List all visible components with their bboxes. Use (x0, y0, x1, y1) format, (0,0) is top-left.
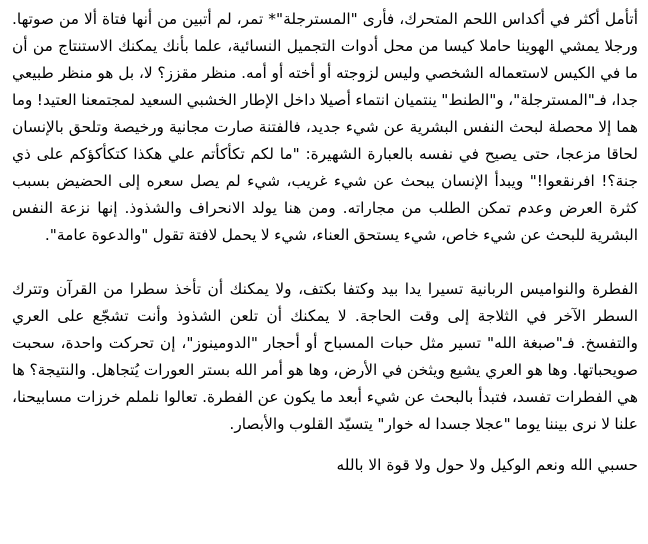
article-body (12, 6, 638, 479)
article-paragraph-2: الفطرة والنواميس الربانية تسيرا يدا بيد وكتفا بكتف، ولا يمكنك أن تأخذ سطرا من القرآن وتترك السطر الآخر في الثلاجة إلى وقت الحاجة. لا يمكنك أن تلعن الشذوذ وأنت تشجّع على العري والتفسخ. فـ"صبغة الله" تسير مثل حبات المسباح أو أحجار "الدومينوز"، إن تحركت واحدة، سحبت صويحباتها. وها هو العري يشيع ويثخن في الأرض، وها هو أمر الله بستر العورات يُتجاهل. والنتيجة؟ ها هي الفطرات تفسد، فتبدأ بالبحث عن شيء أبعد ما يكون عن الفطرة. تعالوا نلملم خرزات مسابيحنا، علنا لا نرى بيننا يوما "عجلا جسدا له خوار" يتسيّد القلوب والأبصار. (12, 280, 638, 433)
closing-line: حسبي الله ونعم الوكيل ولا حول ولا قوة الا بالله (336, 456, 638, 474)
paragraph-spacer (12, 249, 638, 276)
article-paragraph-1: أتأمل أكثر في أكداس اللحم المتحرك، فأرى "المسترجلة"* تمر، لم أتبين من أنها فتاة ألا من صوتها. ورجلا يمشي الهوينا حاملا كيسا من محل أدوات التجميل النسائية، علما بأنك يمكنك الاستنتاج من أن ما في الكيس لاستعماله الشخصي وليس لزوجته أو أخته أو أمه. منظر مقزز؟ لا، بل هو منظر طبيعي جدا، فـ"المسترجلة"، و"الطنط" ينتميان انتماء أصيلا داخل الإطار الخشبي السعيد لمجتمعنا العتيد! وما هما إلا محصلة لبحث النفس البشرية عن شيء جديد، فالفتنة صارت مجانية ورخيصة وتلحق بالإنسان لحاقا مزعجا، حتى يصيح في نفسه بالعبارة الشهيرة: "ما لكم تكأكأتم علي هكذا كتكأكؤكم على ذي جنة؟! افرنقعوا!" ويبدأ الإنسان يبحث عن شيء غريب، شيء لم يصل سعره إلى الحضيض بسبب كثرة العرض وعدم تمكن الطلب من مجاراته. ومن هنا يولد الانحراف والشذوذ. إنها نزعة النفس البشرية للبحث عن شيء خاص، شيء يستحق العناء، شيء لا يحمل لافتة تقول "والدعوة عامة". (12, 10, 638, 244)
